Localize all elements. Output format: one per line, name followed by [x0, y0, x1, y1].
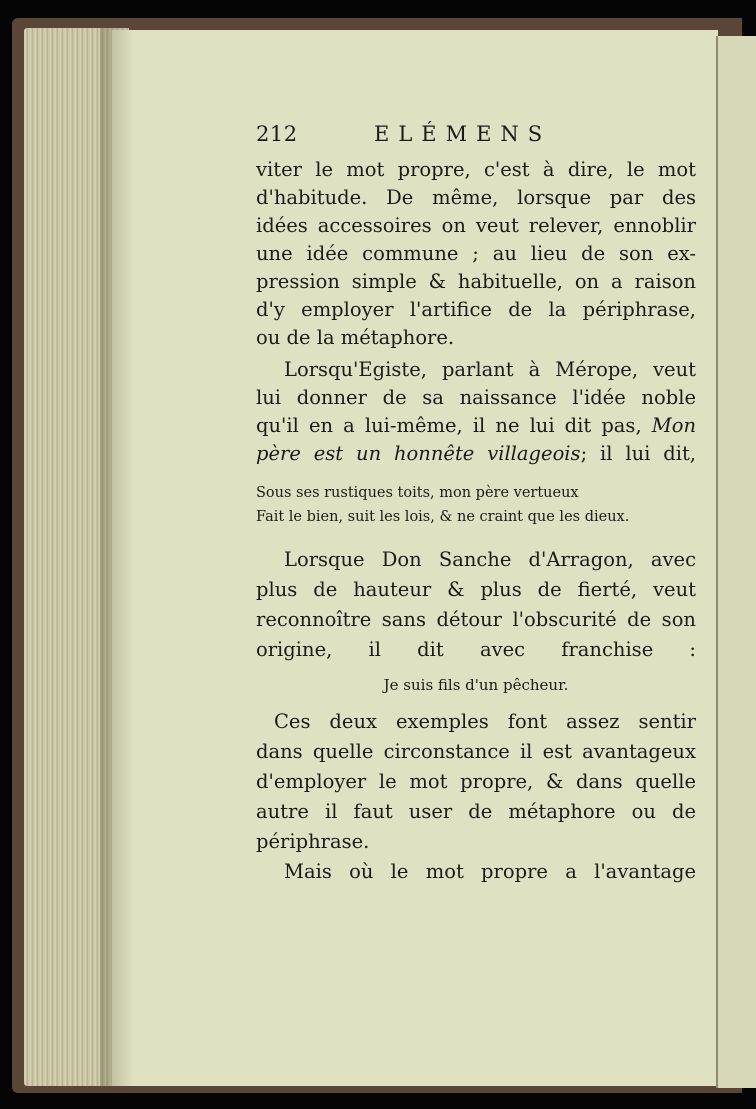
verse-line: Je suis fils d'un pêcheur.	[383, 676, 569, 694]
text-line: périphrase.	[256, 830, 370, 853]
text-line: autre il faut user de métaphore ou de	[256, 800, 696, 823]
italic-text: père est un honnête villageois	[256, 442, 581, 465]
next-leaf-edge	[716, 36, 756, 1088]
text-line: Ces deux exemples font assez sentir	[274, 710, 696, 733]
text-line: d'y employer l'artifice de la périphrase,	[256, 298, 696, 321]
text-line	[256, 412, 696, 440]
text-line: pression simple & habituelle, on a raison	[256, 270, 696, 293]
page-number: 212	[256, 122, 298, 146]
text-line: origine, il dit avec franchise :	[256, 638, 696, 661]
page-gutter	[100, 28, 134, 1086]
text-line: lui donner de sa naissance l'idée noble	[256, 386, 696, 409]
text-line: plus de hauteur & plus de fierté, veut	[256, 578, 696, 601]
text-span: ; il lui dit,	[580, 442, 696, 465]
text-line: ou de la métaphore.	[256, 326, 455, 349]
text-line: viter le mot propre, c'est à dire, le mot	[256, 158, 696, 181]
italic-text: Mon	[651, 414, 696, 437]
text-span: qu'il en a lui-même, il ne lui dit pas,	[256, 414, 642, 437]
text-line: dans quelle circonstance il est avantageux	[256, 740, 696, 763]
text-line: Lorsqu'Egiste, parlant à Mérope, veut	[284, 358, 696, 381]
text-line: Lorsque Don Sanche d'Arragon, avec	[284, 548, 696, 571]
text-line: Mais où le mot propre a l'avantage	[284, 860, 696, 883]
running-head: ELÉMENS	[374, 122, 552, 146]
text-line: une idée commune ; au lieu de son ex-	[256, 242, 696, 265]
text-line: idées accessoires on veut relever, ennoblir	[256, 214, 696, 237]
verse-line: Sous ses rustiques toits, mon père vertueux	[256, 485, 579, 501]
text-line: reconnoître sans détour l'obscurité de son	[256, 608, 696, 631]
text-line: d'habitude. De même, lorsque par des	[256, 186, 696, 209]
text-line: d'employer le mot propre, & dans quelle	[256, 770, 696, 793]
verse-line: Fait le bien, suit les lois, & ne craint que les dieux.	[256, 509, 630, 525]
page-header	[256, 122, 696, 152]
text-line	[256, 440, 696, 468]
